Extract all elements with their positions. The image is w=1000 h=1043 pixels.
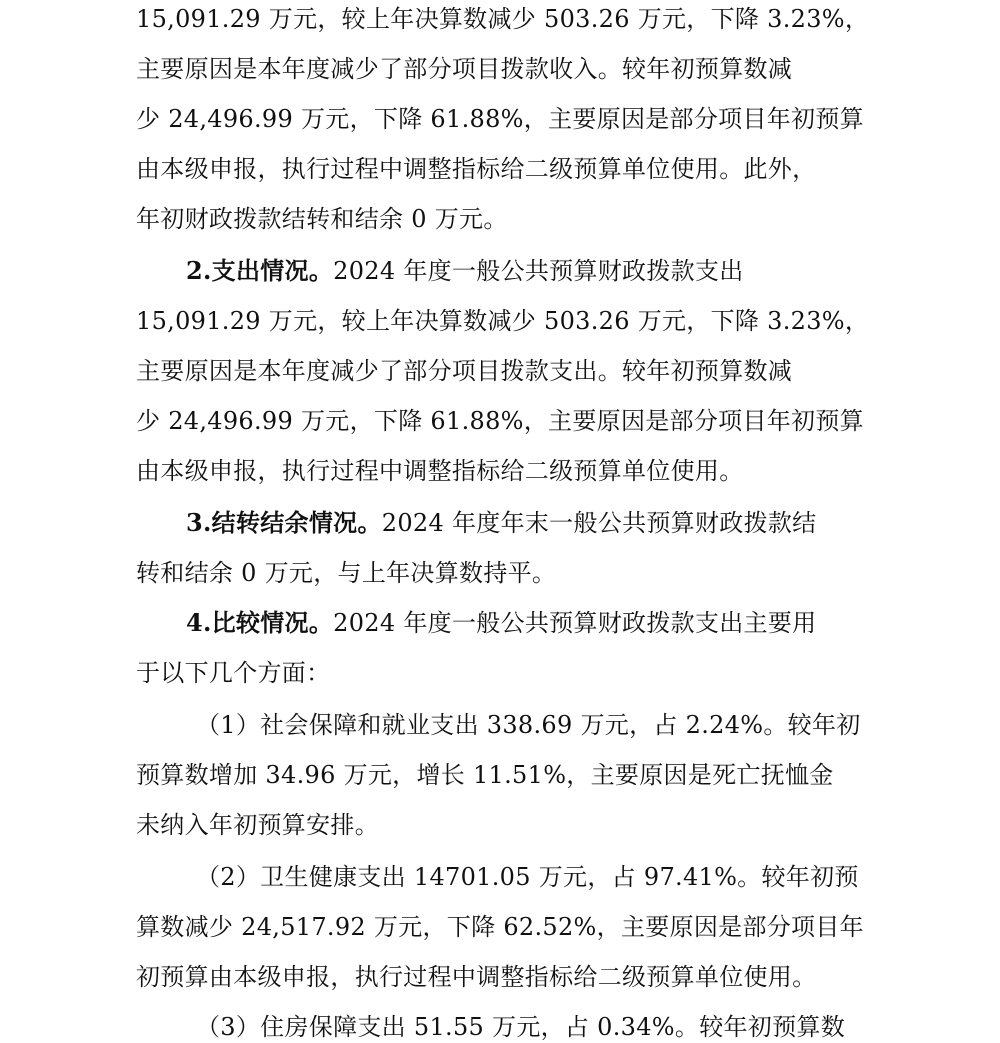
heading-comparison: 4.比较情况。	[186, 608, 334, 637]
para-income-line-3: 少 24,496.99 万元，下降 61.88%，主要原因是部分项目年初预算	[136, 105, 864, 133]
para-expenditure-line-2: 15,091.29 万元，较上年决算数减少 503.26 万元，下降 3.23%，	[136, 307, 870, 335]
heading-expenditure: 2.支出情况。	[186, 256, 334, 285]
para-comparison-line-2: 于以下几个方面：	[136, 659, 331, 687]
para-expenditure-line-5: 由本级申报，执行过程中调整指标给二级预算单位使用。	[136, 457, 744, 485]
item-2-line-3: 初预算由本级申报，执行过程中调整指标给二级预算单位使用。	[136, 963, 817, 991]
para-carryover-line-2: 转和结余 0 万元，与上年决算数持平。	[136, 559, 557, 587]
item-1-line-1: （1）社会保障和就业支出 338.69 万元，占 2.24%。较年初	[196, 711, 861, 739]
para-income-line-5: 年初财政拨款结转和结余 0 万元。	[136, 205, 508, 233]
para-expenditure-line-1	[186, 254, 744, 288]
para-carryover-line-1	[186, 506, 816, 540]
para-income-line-1: 15,091.29 万元，较上年决算数减少 503.26 万元，下降 3.23%，	[136, 5, 870, 33]
item-2-line-2: 算数减少 24,517.92 万元，下降 62.52%，主要原因是部分项目年	[136, 913, 864, 941]
para-income-line-2: 主要原因是本年度减少了部分项目拨款收入。较年初预算数减	[136, 55, 793, 83]
para-carryover-text: 2024 年度年末一般公共预算财政拨款结	[381, 509, 817, 537]
para-comparison-line-1	[186, 606, 816, 640]
para-comparison-text: 2024 年度一般公共预算财政拨款支出主要用	[333, 609, 817, 637]
para-expenditure-text: 2024 年度一般公共预算财政拨款支出	[333, 257, 744, 285]
para-expenditure-line-4: 少 24,496.99 万元，下降 61.88%，主要原因是部分项目年初预算	[136, 407, 864, 435]
item-1-line-2: 预算数增加 34.96 万元，增长 11.51%，主要原因是死亡抚恤金	[136, 761, 834, 789]
item-2-line-1: （2）卫生健康支出 14701.05 万元，占 97.41%。较年初预	[196, 863, 859, 891]
item-1-line-3: 未纳入年初预算安排。	[136, 811, 379, 839]
heading-carryover: 3.结转结余情况。	[186, 508, 382, 537]
para-income-line-4: 由本级申报，执行过程中调整指标给二级预算单位使用。此外，	[136, 155, 817, 183]
para-expenditure-line-3: 主要原因是本年度减少了部分项目拨款支出。较年初预算数减	[136, 357, 793, 385]
item-3-line-1: （3）住房保障支出 51.55 万元，占 0.34%。较年初预算数	[196, 1013, 846, 1041]
